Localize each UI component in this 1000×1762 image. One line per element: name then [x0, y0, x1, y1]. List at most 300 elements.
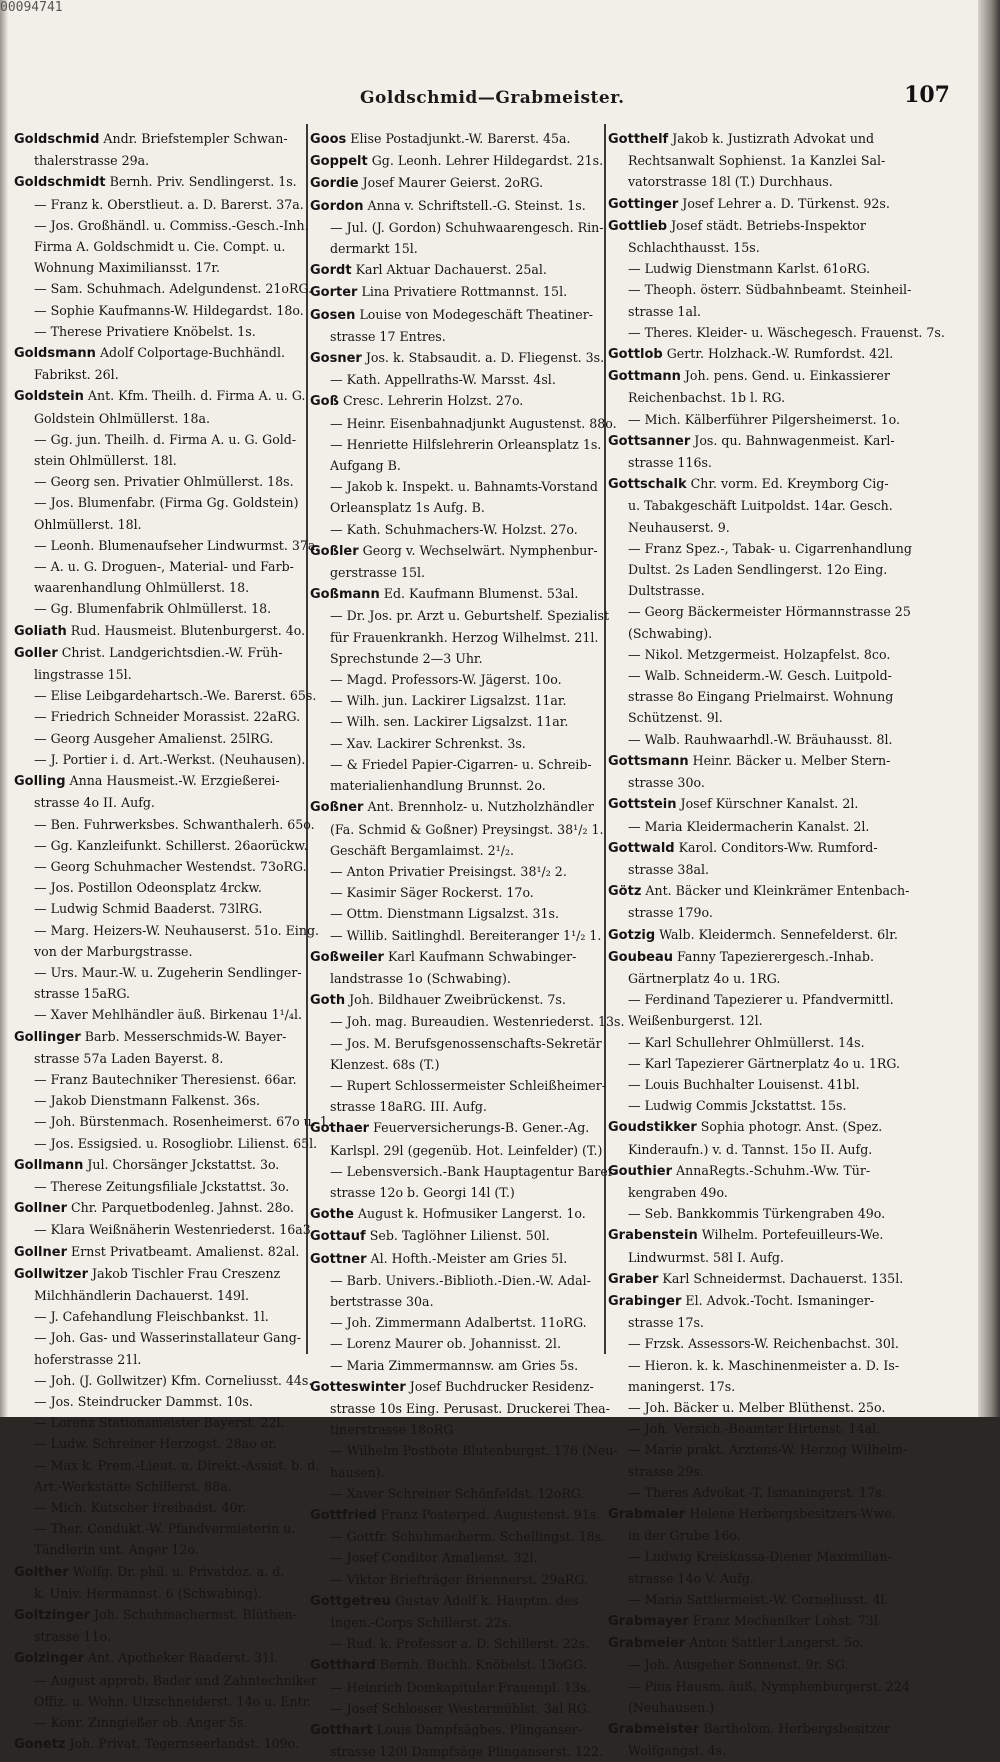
directory-entry-line — [310, 861, 606, 882]
entry-text: k. Univ. Hermannst. 6 (Schwabing). — [34, 1585, 262, 1601]
surname: Goppelt — [310, 154, 368, 170]
entry-text: Josef Lehrer a. D. Türkenst. 92s. — [682, 195, 890, 211]
entry-text: Art.-Werkstätte Schillerst. 88a. — [34, 1478, 232, 1494]
directory-entry-line — [310, 1075, 606, 1096]
directory-entry-head — [310, 1376, 606, 1398]
entry-text: Seb. Taglöhner Lilienst. 50l. — [369, 1228, 550, 1244]
entry-text: Lindwurmst. 58l I. Aufg. — [628, 1249, 784, 1265]
directory-entry-line — [14, 898, 306, 919]
surname: Gottmann — [608, 369, 681, 385]
surname: Gottinger — [608, 196, 679, 212]
entry-text: Dultstrasse. — [628, 583, 705, 599]
entry-text: maningerst. 17s. — [628, 1378, 736, 1394]
entry-text: — Xav. Lackirer Schrenkst. 3s. — [330, 735, 526, 751]
entry-text: — Georg Bäckermeister Hörmannstrasse 25 — [628, 604, 911, 620]
entry-text: bertstrasse 30a. — [330, 1293, 434, 1309]
entry-text: strasse 38al. — [628, 861, 709, 877]
surname: Gollner — [14, 1244, 67, 1260]
entry-text: Kinderaufn.) v. d. Tannst. 15o II. Aufg. — [628, 1141, 873, 1157]
directory-entry-line — [608, 1053, 904, 1074]
directory-entry-line — [14, 556, 306, 577]
directory-entry-head — [608, 1290, 904, 1312]
directory-entry-head — [608, 1632, 904, 1654]
entry-text: — Ludw. Schreiner Herzogst. 28ao or. — [34, 1436, 277, 1452]
entry-text: Wolfg. Dr. phil. u. Privatdoz. a. d. — [72, 1563, 285, 1579]
directory-entry-line — [608, 665, 904, 686]
directory-entry-line — [310, 217, 606, 238]
directory-entry-line — [608, 686, 904, 707]
directory-entry-line — [608, 538, 912, 559]
directory-entry-line — [608, 601, 911, 622]
surname: Gollinger — [14, 1029, 81, 1045]
directory-entry-line — [14, 1111, 332, 1132]
entry-text: Heinr. Bäcker u. Melber Stern- — [692, 752, 891, 768]
entry-text: — Theres. Kleider- u. Wäschegesch. Frauenst. 7s. — [628, 324, 945, 340]
entry-text: strasse 29s. — [628, 1463, 704, 1479]
surname: Gosen — [310, 307, 356, 323]
entry-text: — Joh. Ausgeher Sonnenst. 9r. SG. — [628, 1657, 849, 1673]
directory-entry-line — [310, 1161, 619, 1182]
entry-text: — Sophie Kaufmanns-W. Hildegardst. 18o. — [34, 302, 304, 318]
surname: Gordon — [310, 198, 364, 214]
directory-entry-line — [608, 258, 904, 279]
directory-entry-head — [608, 365, 904, 387]
directory-entry-line — [14, 1370, 313, 1391]
directory-entry-line — [310, 1612, 606, 1633]
directory-entry-head — [608, 430, 904, 452]
directory-entry-line — [310, 1462, 606, 1483]
entry-text: Offiz. u. Wohn. Utzschneiderst. 14o u. Entr. — [34, 1693, 312, 1709]
entry-text: — Josef Schlosser Westermühlst. 3al RG. — [330, 1700, 591, 1716]
entry-text: — Ludwig Kreiskassa-Diener Maximilian- — [628, 1549, 892, 1565]
directory-entry-line — [608, 1010, 904, 1031]
entry-text: Wilhelm. Portefeuilleurs-We. — [701, 1227, 884, 1243]
entry-text: strasse 57a Laden Bayerst. 8. — [34, 1050, 224, 1066]
directory-entry-head — [608, 946, 904, 968]
directory-entry-line — [14, 664, 306, 685]
directory-entry-head — [14, 1733, 306, 1755]
directory-entry-line — [310, 1741, 606, 1762]
entry-text: — Joh. Gas- und Wasserinstallateur Gang- — [34, 1330, 302, 1346]
entry-text: — Franz k. Oberstlieut. a. D. Barerst. 37a. — [34, 196, 304, 212]
directory-entry-line — [14, 1391, 306, 1412]
entry-text: — Nikol. Metzgermeist. Holzapfelst. 8co. — [628, 646, 891, 662]
entry-text: Bartholom. Herbergsbesitzer — [703, 1721, 890, 1737]
entry-text: Chr. vorm. Ed. Kreymborg Cig- — [690, 476, 889, 492]
entry-text: — Urs. Maur.-W. u. Zugeherin Sendlinger- — [34, 964, 302, 980]
surname: Gotthelf — [608, 132, 669, 147]
directory-entry-line — [310, 413, 617, 434]
directory-entry-line — [608, 1074, 904, 1095]
entry-text: Jos. k. Stabsaudit. a. D. Fliegenst. 3s. — [365, 350, 605, 366]
directory-entry-line — [14, 1476, 306, 1497]
entry-text: — Walb. Schneiderm.-W. Gesch. Luitpold- — [628, 668, 892, 684]
directory-entry-line — [608, 301, 904, 322]
entry-text: — Theres Advokat.-T. Ismaningerst. 17s. — [628, 1484, 886, 1500]
surname: Gollner — [14, 1201, 67, 1217]
entry-text: Milchhändlerin Dachauerst. 149l. — [34, 1287, 250, 1303]
entry-text: — Dr. Jos. pr. Arzt u. Geburtshelf. Spezialist — [330, 608, 610, 624]
entry-text: — Ottm. Dienstmann Ligsalzst. 31s. — [330, 906, 559, 922]
entry-text: strasse 116s. — [628, 455, 712, 471]
directory-entry-line — [310, 434, 606, 455]
surname: Goudstikker — [608, 1120, 697, 1136]
entry-text: strasse 1al. — [628, 303, 701, 319]
directory-entry-line — [608, 1546, 904, 1567]
entry-text: hoferstrasse 21l. — [34, 1351, 142, 1367]
entry-text: für Frauenkrankh. Herzog Wilhelmst. 21l. — [330, 629, 599, 645]
entry-text: Ohlmüllerst. 18l. — [34, 516, 142, 532]
entry-text: — Gottfr. Schuhmacherm. Schellingst. 18s. — [330, 1529, 606, 1545]
directory-entry-head — [14, 1561, 306, 1583]
surname: Grabmayer — [608, 1614, 689, 1630]
entry-text: lingstrasse 15l. — [34, 667, 132, 683]
entry-text: strasse 4o II. Aufg. — [34, 795, 155, 811]
directory-entry-line — [14, 1349, 306, 1370]
directory-entry-line — [608, 517, 904, 538]
surname: Gothaer — [310, 1121, 370, 1137]
surname: Goliath — [14, 623, 67, 639]
entry-text: Sprechstunde 2—3 Uhr. — [330, 650, 483, 666]
surname: Götz — [608, 884, 642, 900]
directory-entry-line — [14, 1497, 306, 1518]
entry-text: Schlachthausst. 15s. — [628, 240, 760, 256]
surname: Grabmeister — [608, 1722, 700, 1738]
directory-entry-line — [608, 1697, 904, 1718]
entry-text: — Wilh. sen. Lackirer Ligsalzst. 11ar. — [330, 714, 569, 730]
directory-entry-line — [608, 859, 904, 880]
entry-text: strasse 179o. — [628, 905, 713, 921]
directory-entry-head — [14, 620, 306, 642]
entry-text: — Anton Privatier Preisingst. 38¹/₂ 2. — [330, 863, 567, 879]
entry-text: El. Advok.-Tocht. Ismaninger- — [685, 1292, 875, 1308]
entry-text: — Georg sen. Privatier Ohlmüllerst. 18s. — [34, 474, 294, 490]
directory-entry-line — [608, 1418, 904, 1439]
surname: Gottauf — [310, 1229, 366, 1245]
entry-text: — Wilhelm Postbote Blutenburgst. 176 (Neu- — [330, 1443, 618, 1459]
entry-text: Andr. Briefstempler Schwan- — [103, 131, 288, 146]
entry-text: Gärtnerplatz 4o u. 1RG. — [628, 970, 781, 986]
surname: Gothe — [310, 1207, 354, 1223]
directory-entry-head — [608, 793, 904, 815]
entry-text: — Frzsk. Assessors-W. Reichenbachst. 30l. — [628, 1336, 899, 1352]
entry-text: Christ. Landgerichtsdien.-W. Früh- — [61, 644, 283, 660]
entry-text: strasse 14o V. Aufg. — [628, 1570, 754, 1586]
directory-entry-line — [608, 968, 904, 989]
entry-text: Wohnung Maximiliansst. 17r. — [34, 260, 221, 276]
entry-text: Karl Schneidermst. Dachauerst. 135l. — [662, 1270, 904, 1286]
surname: Gonetz — [14, 1737, 66, 1753]
entry-text: — Sam. Schuhmach. Adelgundenst. 21oRG. — [34, 281, 313, 297]
entry-text: — Gg. Kanzleifunkt. Schillerst. 26aorückw. — [34, 837, 308, 853]
directory-entry-head — [14, 1604, 306, 1626]
directory-entry-line — [310, 1355, 606, 1376]
entry-text: Ernst Privatbeamt. Amalienst. 82al. — [71, 1243, 300, 1259]
directory-entry-line — [14, 1412, 306, 1433]
directory-entry-line — [14, 856, 306, 877]
directory-entry-line — [14, 215, 309, 236]
surname: Goldschmid — [14, 132, 100, 147]
entry-text: — Mich. Kälberführer Pilgersheimerst. 1o. — [628, 411, 900, 427]
directory-entry-line — [14, 728, 306, 749]
entry-text: Gg. Leonh. Lehrer Hildegardst. 21s. — [371, 153, 604, 169]
directory-entry-line — [310, 326, 606, 347]
entry-text: — Maria Zimmermannsw. am Gries 5s. — [330, 1357, 579, 1373]
directory-entry-line — [14, 598, 306, 619]
entry-text: Elise Postadjunkt.-W. Barerst. 45a. — [350, 131, 571, 146]
directory-entry-line — [14, 1004, 306, 1025]
directory-entry-line — [14, 471, 306, 492]
entry-text: Walb. Kleidermch. Sennefelderst. 6lr. — [659, 926, 898, 942]
entry-text: strasse 17 Entres. — [330, 328, 446, 344]
directory-entry-head — [310, 583, 606, 605]
directory-entry-head — [14, 1263, 306, 1285]
directory-entry-line — [310, 1054, 606, 1075]
directory-entry-line — [310, 690, 606, 711]
page-number: 107 — [904, 82, 950, 108]
directory-entry-head — [608, 1116, 904, 1138]
entry-text: — Karl Schullehrer Ohlmüllerst. 14s. — [628, 1034, 865, 1050]
entry-text: Wolfgangst. 4s. — [628, 1743, 727, 1759]
entry-text: — Ludwig Dienstmann Karlst. 61oRG. — [628, 261, 871, 277]
surname: Goller — [14, 645, 58, 661]
entry-text: — Max k. Prem.-Lieut. u. Direkt.-Assist. b. d. — [34, 1457, 320, 1473]
entry-text: — Jos. Postillon Odeonsplatz 4rckw. — [34, 880, 262, 896]
directory-entry-line — [608, 1654, 904, 1675]
surname: Gottner — [310, 1251, 367, 1267]
directory-entry-head — [608, 343, 904, 365]
directory-entry-line — [14, 257, 306, 278]
directory-entry-head — [14, 342, 306, 364]
entry-text: stein Ohlmüllerst. 18l. — [34, 453, 177, 469]
directory-entry-line — [14, 877, 306, 898]
directory-entry-line — [310, 627, 606, 648]
entry-text: (Fa. Schmid & Goßner) Preysingst. 38¹/₂ 1. — [330, 821, 604, 837]
directory-entry-line — [14, 1285, 306, 1306]
directory-entry-line — [14, 194, 306, 215]
surname: Gottgetreu — [310, 1593, 391, 1609]
directory-entry-line — [14, 321, 306, 342]
directory-entry-line — [14, 577, 306, 598]
entry-text: — Franz Bautechniker Theresienst. 66ar. — [34, 1071, 297, 1087]
entry-text: — Rupert Schlossermeister Schleißheimer- — [330, 1077, 606, 1093]
entry-text: — Joh. Zimmermann Adalbertst. 11oRG. — [330, 1315, 587, 1331]
directory-entry-head — [310, 1590, 606, 1612]
surname: Gosner — [310, 351, 362, 367]
directory-entry-line — [608, 1525, 904, 1546]
entry-text: Aufgang B. — [330, 458, 401, 474]
entry-text: Anna Hausmeist.-W. Erzgießerei- — [69, 773, 280, 789]
directory-entry-line — [14, 364, 306, 385]
entry-text: landstrasse 1o (Schwabing). — [330, 970, 511, 986]
page-left-edge — [0, 0, 8, 1417]
entry-text: kengraben 49o. — [628, 1184, 728, 1200]
page-header — [330, 82, 950, 114]
directory-entry-line — [608, 1676, 910, 1697]
directory-entry-line — [14, 1327, 306, 1348]
directory-entry-line — [310, 1526, 606, 1547]
directory-entry-line — [310, 1011, 625, 1032]
directory-entry-line — [608, 816, 904, 837]
directory-entry-head — [310, 989, 606, 1011]
entry-text: — Barb. Univers.-Biblioth.-Dien.-W. Adal- — [330, 1272, 591, 1288]
directory-entry-line — [608, 1312, 904, 1333]
entry-text: Karl Kaufmann Schwabinger- — [387, 948, 577, 964]
directory-entry-head — [608, 215, 904, 237]
directory-entry-line — [14, 1691, 312, 1712]
directory-entry-line — [310, 1270, 606, 1291]
surname: Goßler — [310, 543, 359, 559]
entry-text: (Schwabing). — [628, 625, 713, 641]
directory-entry-line — [608, 1568, 904, 1589]
entry-text: — Konr. Zinngießer ob. Anger 5s. — [34, 1715, 248, 1731]
entry-text: — J. Portier i. d. Art.-Werkst. (Neuhausen). — [34, 751, 306, 767]
entry-text: Georg v. Wechselwärt. Nymphenbur- — [362, 542, 598, 558]
entry-text: — Georg Ausgeher Amalienst. 25lRG. — [34, 730, 274, 746]
entry-text: Joh. Privat. Tegernseerlandst. 109o. — [69, 1736, 299, 1752]
directory-entry-line — [14, 1090, 306, 1111]
surname: Goßner — [310, 800, 364, 816]
directory-entry-head — [14, 1647, 306, 1669]
directory-entry-head — [310, 259, 606, 281]
surname: Gottwald — [608, 840, 675, 856]
directory-entry-line — [310, 968, 606, 989]
directory-entry-line — [14, 429, 306, 450]
surname: Grabinger — [608, 1293, 682, 1309]
surname: Graber — [608, 1271, 659, 1287]
directory-entry-head — [310, 1117, 606, 1139]
entry-text: AnnaRegts.-Schuhm.-Ww. Tür- — [676, 1162, 871, 1178]
entry-text: — Ben. Fuhrwerksbes. Schwanthalerh. 65o. — [34, 816, 315, 832]
directory-entry-line — [310, 648, 606, 669]
directory-entry-head — [310, 1225, 606, 1247]
directory-entry-line — [14, 492, 306, 513]
directory-entry-line — [14, 1583, 306, 1604]
entry-text: — Joh. (J. Gollwitzer) Kfm. Corneliusst. 44s. — [34, 1372, 313, 1388]
entry-text: Joh. Bildhauer Zweibrückenst. 7s. — [349, 992, 566, 1008]
entry-text: Ant. Kfm. Theilh. d. Firma A. u. G. — [87, 388, 306, 404]
entry-text: — Kath. Schuhmachers-W. Holzst. 27o. — [330, 521, 578, 537]
entry-text: Jakob k. Justizrath Advokat und — [672, 131, 875, 146]
entry-text: — Jos. Steindrucker Dammst. 10s. — [34, 1393, 253, 1409]
entry-text: — Maria Sattlermeist.-W. Corneliusst. 4l. — [628, 1591, 889, 1607]
entry-text: — Joh. Versich.-Beamter Hirtenst. 14al. — [628, 1421, 881, 1437]
directory-entry-head — [608, 1224, 904, 1246]
entry-text: — Seb. Bankkommis Türkengraben 49o. — [628, 1206, 886, 1222]
entry-text: — Ludwig Commis Jckstattst. 15s. — [628, 1098, 847, 1114]
entry-text: Rechtsanwalt Sophienst. 1a Kanzlei Sal- — [628, 153, 886, 169]
entry-text: — Theoph. österr. Südbahnbeamt. Steinheil- — [628, 282, 912, 298]
entry-text: Ed. Kaufmann Blumenst. 53al. — [383, 586, 579, 602]
directory-entry-head — [14, 171, 306, 193]
entry-text: Anna v. Schriftstell.-G. Steinst. 1s. — [367, 197, 586, 213]
entry-text: — Joh. mag. Bureaudien. Westenriederst. 13s. — [330, 1014, 625, 1030]
directory-entry-line — [310, 669, 606, 690]
entry-text: strasse 8o Eingang Prielmairst. Wohnung — [628, 689, 894, 705]
directory-entry-head — [310, 1504, 606, 1526]
surname: Gottsmann — [608, 753, 689, 769]
entry-text: Cresc. Lehrerin Holzst. 27o. — [342, 393, 524, 409]
directory-entry-line — [608, 1589, 904, 1610]
directory-entry-line — [310, 1312, 606, 1333]
entry-text: in der Grube 16o. — [628, 1528, 741, 1544]
directory-entry-line — [310, 1483, 606, 1504]
entry-text: Ingen.-Corps Schillerst. 22s. — [330, 1615, 513, 1631]
entry-text: Dultst. 2s Laden Sendlingerst. 12o Eing. — [628, 562, 888, 578]
directory-entry-line — [14, 835, 306, 856]
entry-text: Jos. qu. Bahnwagenmeist. Karl- — [694, 432, 895, 448]
directory-entry-line — [310, 238, 606, 259]
directory-entry-line — [608, 902, 904, 923]
surname: Gollmann — [14, 1157, 84, 1173]
surname: Gottsanner — [608, 433, 691, 449]
directory-entry-line — [310, 1440, 618, 1461]
directory-entry-line — [14, 983, 306, 1004]
entry-text: — Walb. Rauhwaarhdl.-W. Bräuhausst. 8l. — [628, 731, 893, 747]
directory-entry-line — [310, 882, 606, 903]
directory-entry-line — [14, 300, 306, 321]
directory-entry-line — [608, 279, 912, 300]
entry-text: Neuhauserst. 9. — [628, 519, 730, 535]
directory-entry-head — [310, 347, 606, 369]
surname: Goldsmann — [14, 346, 96, 362]
entry-text: gerstrasse 15l. — [330, 565, 426, 581]
surname: Goldstein — [14, 389, 84, 405]
directory-entry-line — [310, 1291, 606, 1312]
directory-entry-line — [310, 754, 606, 775]
directory-entry-line — [608, 772, 904, 793]
directory-entry-head — [310, 150, 606, 172]
entry-text: — Franz Spez.-, Tabak- u. Cigarrenhandlung — [628, 540, 912, 556]
directory-entry-line — [608, 322, 945, 343]
entry-text: strasse 11o. — [34, 1629, 111, 1645]
directory-entry-line — [608, 1095, 904, 1116]
entry-text: Adolf Colportage-Buchhändl. — [99, 345, 285, 361]
directory-entry-line — [14, 1712, 306, 1733]
directory-entry-line — [310, 733, 606, 754]
entry-text: hausen). — [330, 1464, 385, 1480]
directory-entry-line — [608, 1461, 904, 1482]
directory-entry-head — [310, 128, 606, 150]
entry-text: — Georg Schuhmacher Westendst. 73oRG. — [34, 858, 307, 874]
entry-text: Schützenst. 9l. — [628, 710, 723, 726]
entry-text: — Lebensversich.-Bank Hauptagentur Barer- — [330, 1163, 619, 1179]
entry-text: — Leonh. Blumenaufseher Lindwurmst. 37a. — [34, 537, 320, 553]
entry-text: u. Tabakgeschäft Luitpoldst. 14ar. Gesch. — [628, 498, 893, 514]
surname: Gottschalk — [608, 477, 687, 493]
directory-entry-line — [608, 1439, 908, 1460]
entry-text: — Wilh. jun. Lackirer Ligsalzst. 11ar. — [330, 693, 567, 709]
entry-text: — Jakob k. Inspekt. u. Bahnamts-Vorstand — [330, 479, 598, 495]
entry-text: Lina Privatiere Rottmannst. 15l. — [361, 284, 568, 300]
entry-text: thalerstrasse 29a. — [34, 153, 150, 169]
entry-text: — Therese Privatiere Knöbelst. 1s. — [34, 323, 256, 339]
directory-entry-line — [14, 920, 320, 941]
directory-entry-line — [310, 1333, 606, 1354]
entry-text: Joh. pens. Gend. u. Einkassierer — [684, 368, 890, 384]
entry-text: Ant. Brennholz- u. Nutzholzhändler — [367, 799, 594, 815]
entry-text: Reichenbachst. 1b l. RG. — [628, 390, 786, 406]
surname: Gollwitzer — [14, 1266, 88, 1282]
entry-text: Chr. Parquetbodenleg. Jahnst. 28o. — [71, 1200, 295, 1216]
entry-text: August k. Hofmusiker Langerst. 1o. — [357, 1206, 586, 1222]
directory-entry-line — [310, 925, 606, 946]
directory-entry-line — [608, 387, 904, 408]
directory-entry-line — [608, 1247, 904, 1268]
directory-entry-head — [608, 473, 904, 495]
entry-text: — Rud. k. Professor a. D. Schillerst. 22s. — [330, 1636, 590, 1652]
directory-entry-line — [14, 150, 306, 171]
